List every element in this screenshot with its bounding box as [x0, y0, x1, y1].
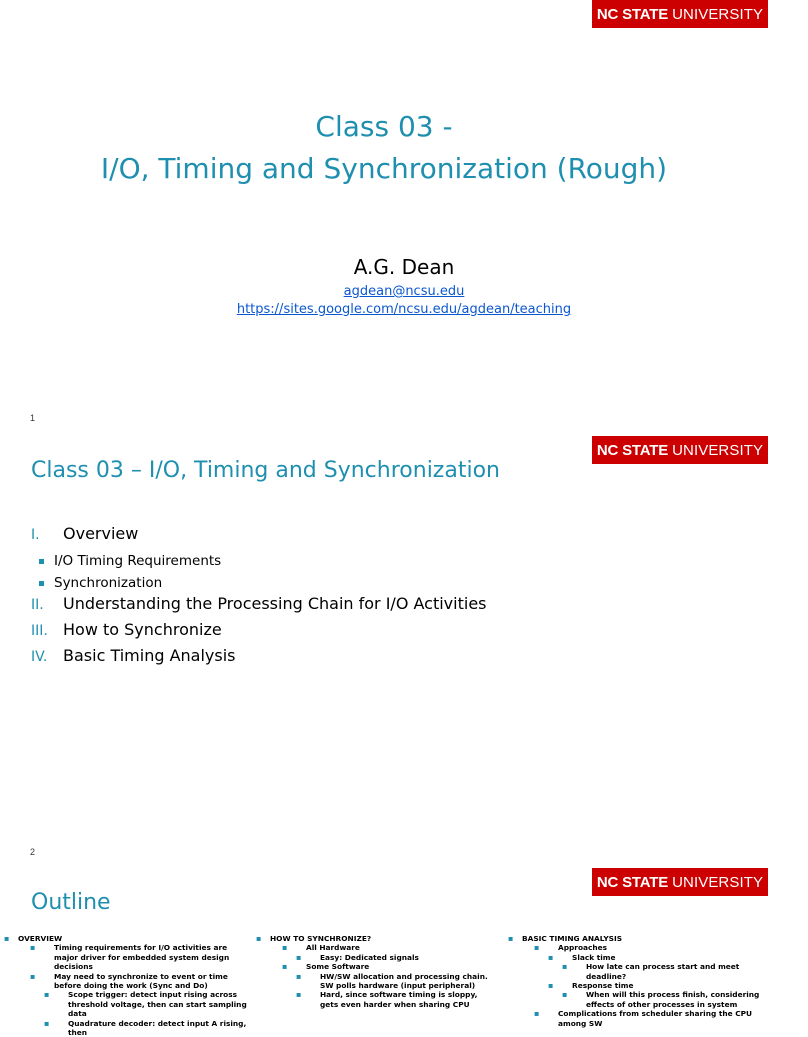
outline-item-text: OVERVIEW	[18, 934, 63, 943]
outline-item	[508, 953, 766, 962]
outline-bullet-icon: ▪	[256, 934, 262, 943]
outline-item	[508, 1009, 766, 1028]
outline-item-text: HOW TO SYNCHRONIZE?	[270, 934, 372, 943]
outline-item	[508, 943, 766, 952]
agenda-item-text: How to Synchronize	[63, 620, 222, 639]
agenda-item	[31, 594, 731, 620]
agenda-subitem-text: Synchronization	[54, 575, 163, 591]
slide-title-line2: I/O, Timing and Synchronization (Rough)	[100, 152, 668, 185]
outline-item-text: Quadrature decoder: detect input A rising, then	[68, 1018, 247, 1037]
outline-item	[4, 972, 250, 991]
agenda-item-text: Basic Timing Analysis	[63, 646, 236, 665]
outline-item-text: Timing requirements for I/O activities are major driver for embedded system design decisions	[54, 943, 230, 972]
email-link[interactable]: agdean@ncsu.edu	[343, 284, 465, 299]
outline-bullet-icon: ▪	[534, 943, 540, 953]
page-number: 1	[30, 413, 36, 423]
agenda-item	[31, 620, 731, 646]
agenda-item-number: II.	[31, 597, 44, 613]
outline-item-text: BASIC TIMING ANALYSIS	[522, 934, 623, 943]
agenda-list	[31, 524, 731, 672]
outline-item-text: Slack time	[572, 952, 616, 962]
outline-item-text: All Hardware	[306, 943, 360, 953]
outline-bullet-icon: ▪	[534, 1009, 540, 1019]
outline-bullet-icon: ▪	[508, 934, 514, 943]
outline-item-text: HW/SW allocation and processing chain. SW polls hardware (input peripheral)	[320, 971, 488, 991]
outline-bullet-icon: ▪	[282, 962, 288, 972]
logo-regular-text: UNIVERSITY	[672, 873, 764, 891]
outline-item	[256, 990, 496, 1009]
outline-item	[508, 990, 766, 1009]
agenda-item-number: I.	[31, 527, 40, 543]
outline-item-text: Hard, since software timing is sloppy, gets even harder when sharing CPU	[320, 990, 478, 1009]
outline-item	[508, 981, 766, 990]
agenda-subitem	[31, 550, 731, 572]
outline-bullet-icon: ▪	[4, 934, 10, 943]
logo-bold-text: NC STATE	[596, 873, 669, 891]
outline-bullet-icon: ▪	[296, 971, 302, 981]
outline-item-text: Scope trigger: detect input rising across threshold voltage, then can start sampling data	[68, 990, 247, 1019]
outline-bullet-icon: ▪	[30, 971, 36, 981]
author-name: A.G. Dean	[353, 255, 455, 279]
outline-item	[4, 990, 250, 1018]
agenda-item-number: IV.	[31, 649, 48, 665]
outline-item-text: Response time	[572, 981, 634, 991]
agenda-item-number: III.	[31, 623, 48, 639]
outline-bullet-icon: ▪	[44, 990, 50, 1000]
agenda-subitem-text: I/O Timing Requirements	[54, 553, 222, 569]
outline-item	[4, 934, 250, 943]
outline-bullet-icon: ▪	[44, 1018, 50, 1028]
agenda-slide	[0, 432, 768, 864]
outline-column-timing	[508, 934, 766, 1028]
outline-item-text: When will this process finish, considering effects of other processes in system	[586, 990, 760, 1009]
agenda-item	[31, 646, 731, 672]
logo-regular-text: UNIVERSITY	[672, 5, 764, 23]
logo-bold-text: NC STATE	[596, 5, 669, 23]
agenda-item-text: Overview	[63, 524, 139, 543]
outline-bullet-icon: ▪	[562, 962, 568, 972]
square-bullet-icon	[39, 559, 44, 564]
outline-item-text: Approaches	[558, 943, 608, 953]
ncsu-logo	[592, 0, 768, 28]
logo-regular-text: UNIVERSITY	[672, 441, 764, 459]
agenda-subitem	[31, 572, 731, 594]
outline-item	[256, 934, 496, 943]
outline-item	[256, 943, 496, 952]
agenda-item	[31, 524, 731, 550]
slide-title: Outline	[31, 890, 111, 915]
teaching-url-link[interactable]: https://sites.google.com/ncsu.edu/agdean/teaching	[236, 302, 572, 317]
page-number: 2	[30, 847, 36, 857]
outline-item-text: Some Software	[306, 962, 370, 972]
outline-item-text: Complications from scheduler sharing the CPU among SW	[558, 1009, 753, 1028]
outline-bullet-icon: ▪	[548, 981, 554, 991]
outline-item-text: How late can process start and meet deadline?	[586, 962, 740, 981]
slide-title: Class 03 – I/O, Timing and Synchronization	[31, 458, 500, 483]
outline-item	[4, 943, 250, 971]
outline-bullet-icon: ▪	[548, 952, 554, 962]
outline-item	[256, 953, 496, 962]
outline-bullet-icon: ▪	[282, 943, 288, 953]
agenda-item-text: Understanding the Processing Chain for I/O Activities	[63, 594, 487, 613]
outline-column-synchronize	[256, 934, 496, 1009]
ncsu-logo	[592, 868, 768, 896]
outline-column-overview	[4, 934, 250, 1037]
outline-item	[4, 1019, 250, 1037]
outline-item-text: Easy: Dedicated signals	[320, 952, 419, 962]
outline-bullet-icon: ▪	[296, 990, 302, 1000]
square-bullet-icon	[39, 581, 44, 586]
outline-item-text: May need to synchronize to event or time before doing the work (Sync and Do)	[54, 971, 228, 991]
outline-item	[508, 962, 766, 981]
outline-bullet-icon: ▪	[296, 952, 302, 962]
outline-bullet-icon: ▪	[30, 943, 36, 953]
ncsu-logo	[592, 436, 768, 464]
slide-title-line1: Class 03 -	[315, 110, 453, 143]
outline-item	[256, 972, 496, 991]
outline-item	[256, 962, 496, 971]
outline-bullet-icon: ▪	[562, 990, 568, 1000]
outline-item	[508, 934, 766, 943]
title-slide	[0, 0, 768, 432]
logo-bold-text: NC STATE	[596, 441, 669, 459]
outline-slide	[0, 864, 768, 1037]
